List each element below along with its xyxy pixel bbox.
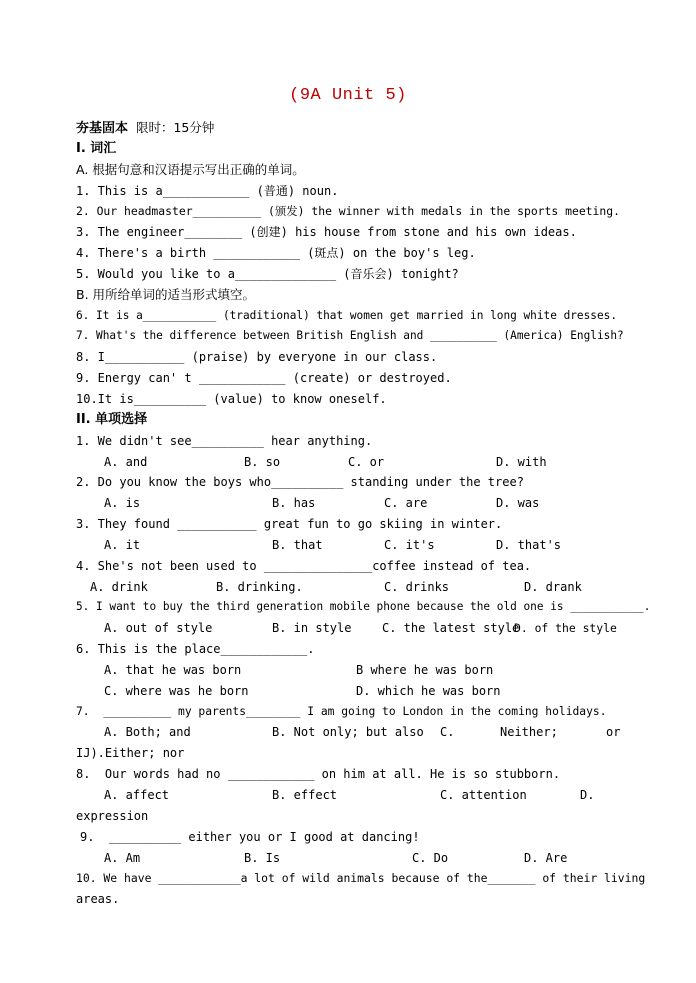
option-a: A. is	[104, 496, 141, 511]
option-b: B. Not only; but also	[272, 725, 424, 740]
option-c: C. the latest style	[382, 621, 520, 636]
question-10-continued: areas.	[76, 892, 120, 907]
question-2: 2. Do you know the boys who__________ standing under the tree?	[76, 475, 524, 490]
question-1-options	[76, 452, 622, 473]
part-a-instruction: A. 根据句意和汉语提示写出正确的单词。	[76, 161, 305, 177]
page-title: (9A Unit 5)	[289, 86, 407, 105]
option-c: C. where was he born	[104, 683, 249, 698]
vocab-item-1: 1. This is a____________ (普通) noun.	[76, 183, 339, 198]
question-8-continued: expression	[76, 808, 149, 823]
option-b: B. drinking.	[216, 579, 303, 594]
vocab-item-4: 4. There's a birth ____________ (斑点) on the boy's leg.	[76, 246, 476, 261]
option-a: A. Am	[104, 850, 141, 865]
question-4: 4. She's not been used to _______________coffee instead of tea.	[76, 558, 532, 573]
option-b: B where he was born	[356, 662, 494, 677]
option-b: B. so	[244, 454, 281, 469]
question-6-options-row-2	[76, 681, 622, 702]
option-c: C. are	[384, 496, 428, 511]
question-2-options	[76, 493, 622, 514]
option-a: A. that he was born	[104, 662, 242, 677]
vocab-item-3: 3. The engineer________ (创建) his house from stone and his own ideas.	[76, 225, 577, 240]
option-c: C.	[440, 725, 455, 740]
header-time: 限时：15分钟	[128, 120, 215, 135]
section-choice-heading: II. 单项选择	[76, 411, 148, 427]
option-b: B. in style	[272, 621, 352, 636]
question-5: 5. I want to buy the third generation mobile phone because the old one is ___________.	[76, 600, 651, 614]
vocab-item-5: 5. Would you like to a______________ (音乐会) tonight?	[76, 266, 459, 281]
question-7-options	[76, 722, 622, 743]
question-8-options	[76, 785, 622, 806]
option-d: D. with	[496, 454, 547, 469]
option-a: A. it	[104, 537, 141, 552]
option-d: D. was	[496, 496, 540, 511]
question-6-options-row-1	[76, 660, 622, 681]
question-9-options	[76, 848, 622, 869]
option-d: D. drank	[524, 579, 582, 594]
question-3-options	[76, 535, 622, 556]
vocab-item-2: 2. Our headmaster__________ (颁发) the winner with medals in the sports meeting.	[76, 204, 620, 219]
option-c: C. drinks	[384, 579, 450, 594]
option-a: A. drink	[90, 579, 148, 594]
question-7-continued: IJ).Either; nor	[76, 746, 185, 761]
vocab-item-6: 6. It is a___________ (traditional) that women get married in long white dresses.	[76, 308, 617, 322]
option-a: A. affect	[104, 788, 170, 802]
question-7: 7. __________ my parents________ I am going to London in the coming holidays.	[76, 704, 607, 718]
option-b: B. effect	[272, 788, 338, 802]
option-d: D. of the style	[514, 621, 617, 636]
option-b: B. has	[272, 496, 316, 511]
option-d: D. which he was born	[356, 683, 501, 698]
question-6: 6. This is the place____________.	[76, 642, 315, 657]
question-3: 3. They found ___________ great fun to go skiing in winter.	[76, 517, 503, 532]
question-8: 8. Our words had no ____________ on him at all. He is so stubborn.	[76, 767, 561, 782]
option-c: C. Do	[412, 850, 449, 865]
question-9: 9. __________ either you or I good at dancing!	[80, 829, 420, 844]
option-a: A. out of style	[104, 621, 213, 636]
option-d: D.	[580, 788, 595, 802]
option-c: C. or	[348, 454, 385, 469]
vocab-item-10: 10.It is__________ (value) to know oneself.	[76, 391, 387, 406]
option-a: A. and	[104, 454, 148, 469]
option-c-text-end: or	[606, 725, 621, 740]
vocab-item-9: 9. Energy can' t ____________ (create) or destroyed.	[76, 371, 452, 386]
question-5-options	[76, 618, 622, 639]
option-d: D. that's	[496, 537, 562, 552]
part-b-instruction: B. 用所给单词的适当形式填空。	[76, 286, 256, 302]
option-c: C. attention	[440, 788, 527, 802]
header-bold: 夯基固本	[76, 121, 129, 136]
vocab-item-8: 8. I___________ (praise) by everyone in our class.	[76, 350, 438, 365]
vocab-item-7: 7. What's the difference between British English and __________ (America) English?	[76, 329, 624, 343]
option-b: B. Is	[244, 850, 281, 865]
option-d: D. Are	[524, 850, 568, 865]
option-c-text: Neither;	[500, 725, 558, 740]
option-b: B. that	[272, 537, 323, 552]
section-vocabulary-heading: I. 词汇	[76, 140, 117, 156]
worksheet	[76, 118, 651, 910]
header-line	[76, 118, 622, 139]
option-c: C. it's	[384, 537, 435, 552]
question-10: 10. We have ____________a lot of wild animals because of the_______ of their living	[76, 871, 646, 886]
question-4-options	[76, 577, 622, 598]
question-1: 1. We didn't see__________ hear anything.	[76, 433, 373, 448]
option-a: A. Both; and	[104, 725, 191, 740]
